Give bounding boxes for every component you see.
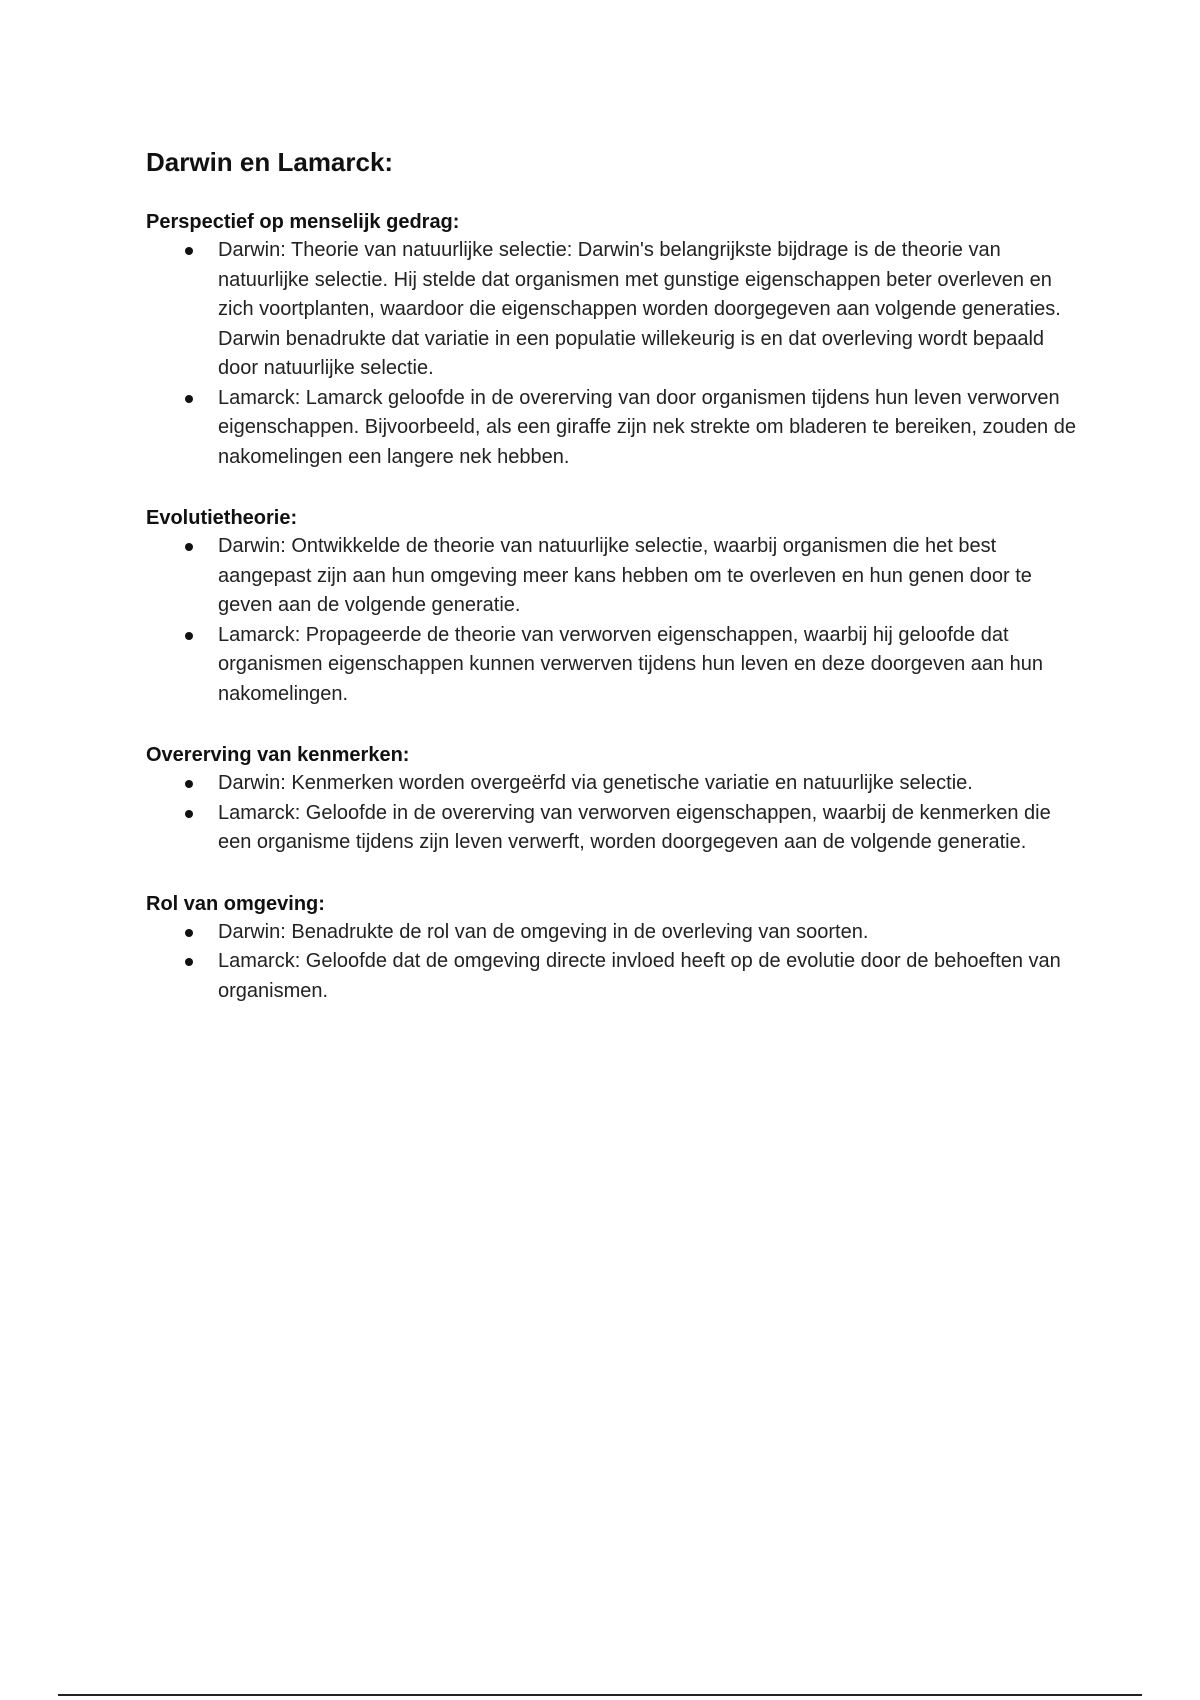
list-item-text: Lamarck: Geloofde in de overerving van verworven eigenschappen, waarbij de kenmerken die een organisme tijdens zijn leven verwerft, worden doorgegeven aan de volgende generatie. xyxy=(218,801,1051,853)
section-heading: Overerving van kenmerken: xyxy=(146,744,410,766)
list-item-text: Darwin: Ontwikkelde de theorie van natuurlijke selectie, waarbij organismen die het best aangepast zijn aan hun omgeving meer kans hebben om te overleven en hun genen door te geven aan de volgende generatie. xyxy=(218,535,1032,616)
section-heading: Perspectief op menselijk gedrag: xyxy=(146,211,460,233)
bullet-icon xyxy=(185,632,193,640)
bullet-list xyxy=(146,918,1076,1007)
section-evolutietheorie xyxy=(146,504,1076,709)
list-item-text: Lamarck: Geloofde dat de omgeving directe invloed heeft op de evolutie door de behoeften van organismen. xyxy=(218,950,1061,1002)
list-item xyxy=(146,621,1076,710)
list-item-text: Lamarck: Lamarck geloofde in de overerving van door organismen tijdens hun leven verworven eigenschappen. Bijvoorbeeld, als een giraffe zijn nek strekte om bladeren te bereiken, zouden de nakomelingen een langere nek hebben. xyxy=(218,386,1076,468)
page-title: Darwin en Lamarck: xyxy=(146,147,394,177)
bullet-icon xyxy=(185,543,193,551)
section-heading: Evolutietheorie: xyxy=(146,507,298,529)
list-item-text: Darwin: Kenmerken worden overgeërfd via genetische variatie en natuurlijke selectie. xyxy=(218,772,973,794)
list-item-text: Darwin: Theorie van natuurlijke selectie: Darwin's belangrijkste bijdrage is de theorie van natuurlijke selectie. Hij stelde dat organismen met gunstige eigenschappen beter overleven en zich voortplanten, waardoor die eigenschappen worden doorgegeven aan volgende generaties. Darwin benadrukte dat variatie in een populatie willekeurig is en dat overleving wordt bepaald door natuurlijke selectie. xyxy=(218,239,1061,379)
list-item xyxy=(146,918,1076,948)
list-item-text: Lamarck: Propageerde de theorie van verworven eigenschappen, waarbij hij geloofde dat organismen eigenschappen kunnen verwerven tijdens hun leven en deze doorgeven aan hun nakomelingen. xyxy=(218,623,1044,705)
bullet-list xyxy=(146,769,1076,858)
bullet-icon xyxy=(185,810,193,818)
bullet-icon xyxy=(185,780,193,788)
document-body xyxy=(146,144,1076,1038)
page-bottom-divider xyxy=(58,1694,1142,1696)
list-item xyxy=(146,236,1076,384)
bullet-icon xyxy=(185,929,193,937)
bullet-list xyxy=(146,236,1076,472)
bullet-icon xyxy=(185,395,193,403)
section-heading: Rol van omgeving: xyxy=(146,892,325,915)
list-item xyxy=(146,769,1076,799)
section-perspectief xyxy=(146,208,1076,472)
list-item xyxy=(146,799,1076,858)
list-item xyxy=(146,532,1076,621)
section-rol-van-omgeving xyxy=(146,890,1076,1007)
bullet-icon xyxy=(185,247,193,255)
section-overerving xyxy=(146,741,1076,858)
bullet-list xyxy=(146,532,1076,709)
list-item-text: Darwin: Benadrukte de rol van de omgeving in de overleving van soorten. xyxy=(218,920,869,943)
bullet-icon xyxy=(185,958,193,966)
list-item xyxy=(146,384,1076,473)
list-item xyxy=(146,947,1076,1006)
